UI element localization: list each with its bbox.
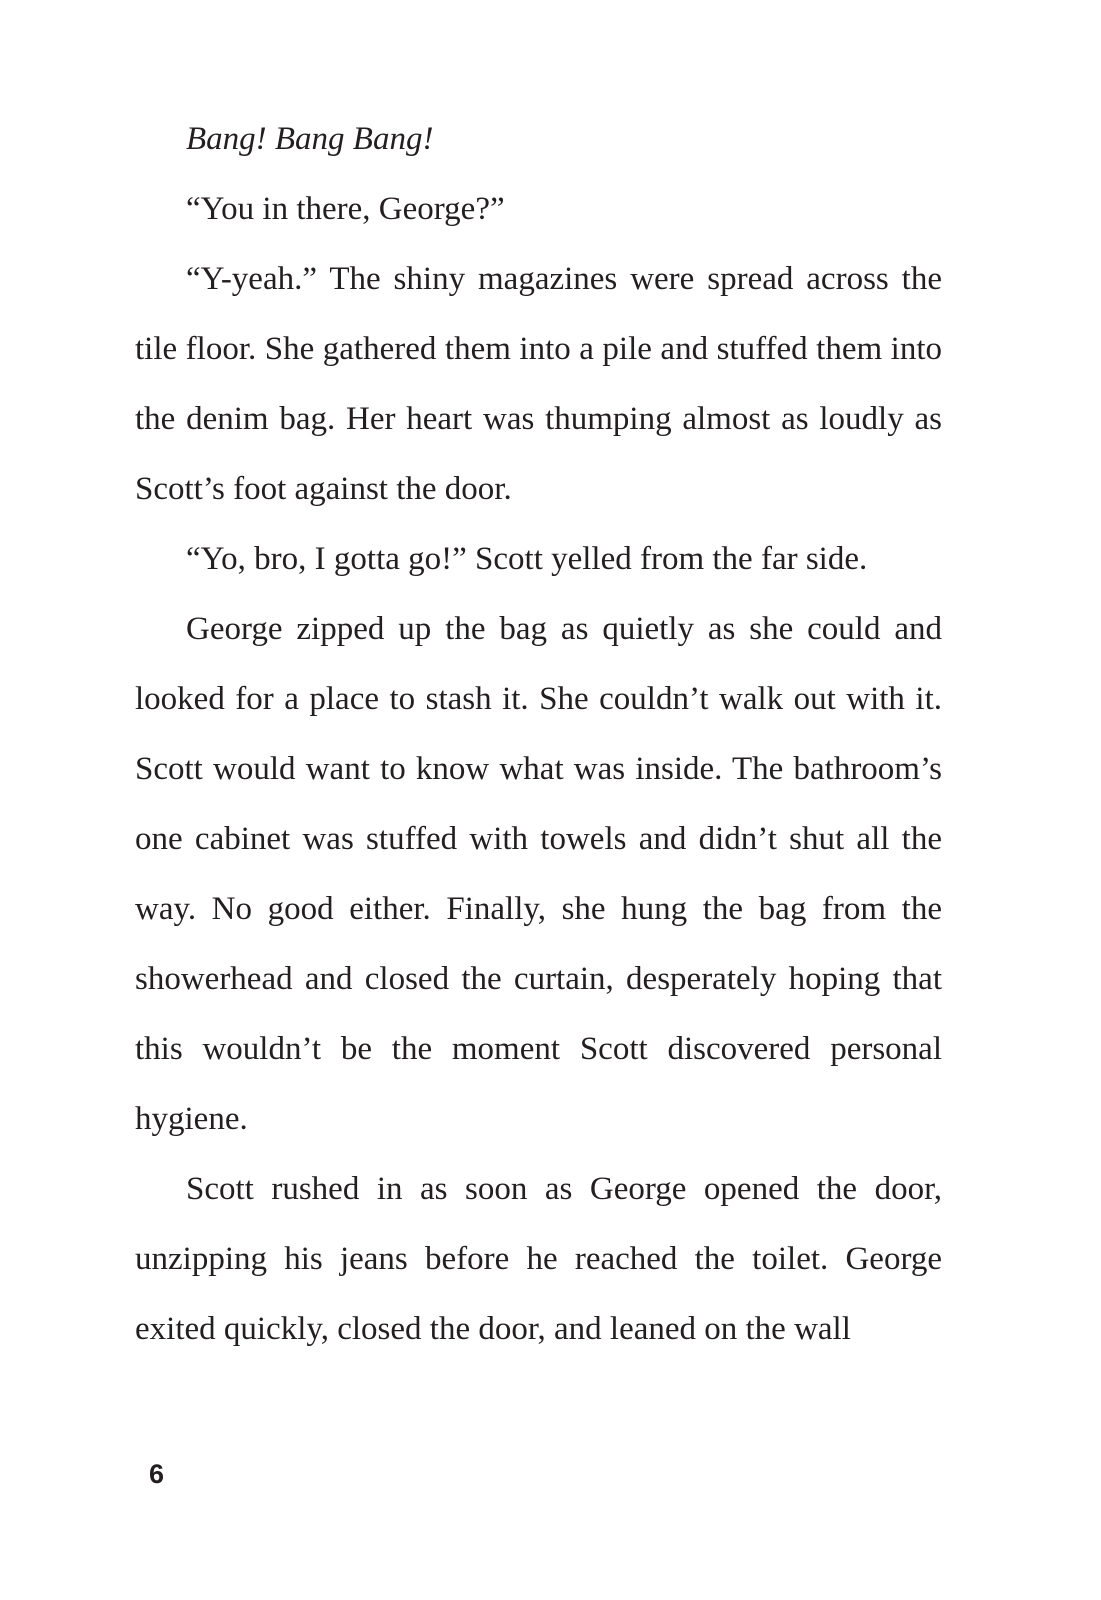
paragraph-hiding-bag: George zipped up the bag as quietly as she could and looked for a place to stash it. She couldn’t walk out with it. Scott would want to know what was inside. The bathroom’s one cabinet was stuffed with towels and didn’t shut all the way. No good either. Finally, she hung the bag from the showerhead and closed the curtain, desperately hoping that this wouldn’t be the moment Scott discovered personal hygiene. xyxy=(135,611,942,1137)
paragraph-knocking xyxy=(135,104,942,174)
page-number: 6 xyxy=(149,1459,165,1489)
paragraph-scott-rushes: Scott rushed in as soon as George opened the door, unzipping his jeans before he reached the toilet. George exited quickly, closed the door, and leaned on the wall xyxy=(135,1171,942,1347)
paragraph-magazines: “Y-yeah.” The shiny magazines were spread across the tile floor. She gathered them into a pile and stuffed them into the denim bag. Her heart was thumping almost as loudly as Scott’s foot against the door. xyxy=(135,261,942,507)
body-text xyxy=(135,104,942,1364)
knock-sound-text: Bang! Bang Bang! xyxy=(186,121,434,157)
paragraph-scott-yells: “Yo, bro, I gotta go!” Scott yelled from the far side. xyxy=(186,541,868,577)
paragraph-question: “You in there, George?” xyxy=(186,191,505,227)
